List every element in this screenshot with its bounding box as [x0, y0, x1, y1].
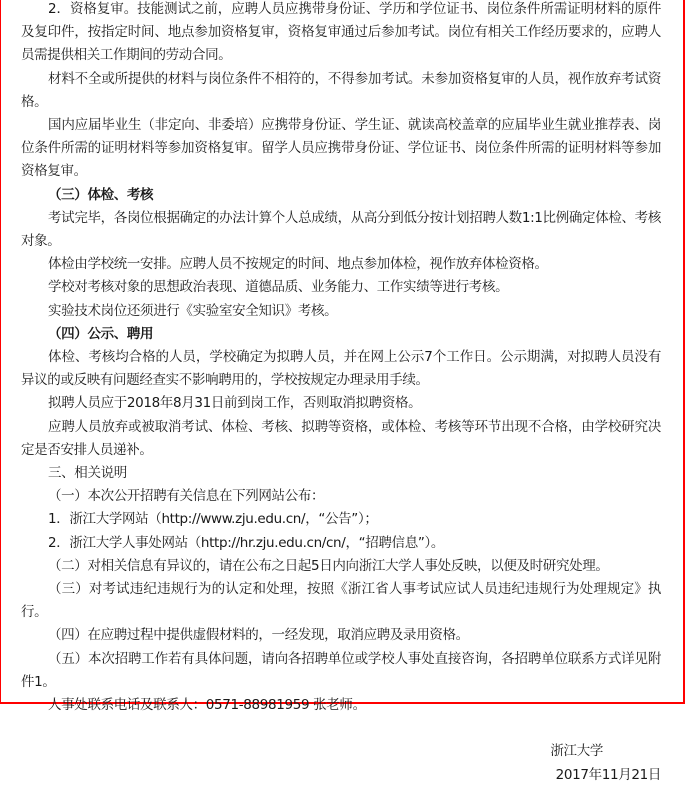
paragraph-false-materials: （四）在应聘过程中提供虚假材料的，一经发现，取消应聘及录用资格。 [48, 627, 469, 644]
paragraph-hr-website[interactable]: 2．浙江大学人事处网站（http://hr.zju.edu.cn/cn/，“招聘信息”）。 [48, 534, 445, 551]
paragraph-info-publish: （一）本次公开招聘有关信息在下列网站公布： [48, 488, 325, 505]
paragraph-lab-safety: 实验技术岗位还须进行《实验室安全知识》考核。 [48, 302, 338, 319]
section-heading-physical-exam: （三）体检、考核 [48, 186, 154, 203]
paragraph-incomplete-materials: 材料不全或所提供的材料与岗位条件不相符的，不得参加考试。未参加资格复审的人员，视作放弃考试资格。 [21, 70, 661, 110]
paragraph-assessment: 学校对考核对象的思想政治表现、道德品质、业务能力、工作实绩等进行考核。 [48, 279, 509, 296]
paragraph-exam-ranking: 考试完毕，各岗位根据确定的办法计算个人总成绩，从高分到低分按计划招聘人数1:1比例确定体检、考核对象。 [21, 209, 661, 250]
paragraph-zju-website[interactable]: 1．浙江大学网站（http://www.zju.edu.cn/，“公告”）； [48, 511, 378, 528]
paragraph-contact: 人事处联系电话及联系人：0571-88981959 张老师。 [48, 697, 366, 714]
paragraph-violations: （三）对考试违纪违规行为的认定和处理，按照《浙江省人事考试应试人员违纪违规行为处理规定》执行。 [21, 581, 661, 621]
paragraph-report-date: 拟聘人员应于2018年8月31日前到岗工作，否则取消拟聘资格。 [48, 395, 422, 412]
paragraph-qualification-review: 2．资格复审。技能测试之前，应聘人员应携带身份证、学历和学位证书、岗位条件所需证明材料的原件及复印件，按指定时间、地点参加资格复审，资格复审通过后参加考试。岗位有相关工作经历要求的，应聘人员需提供相关工作期间的劳动合同。 [21, 1, 661, 64]
document-body [21, 0, 661, 787]
section-heading-publicity-hiring: （四）公示、聘用 [48, 325, 154, 342]
paragraph-objection: （二）对相关信息有异议的，请在公布之日起5日内向浙江大学人事处反映，以便及时研究处理。 [48, 557, 609, 574]
paragraph-graduates-requirements: 国内应届毕业生（非定向、非委培）应携带身份证、学生证、就读高校盖章的应届毕业生就业推荐表、岗位条件所需的证明材料等参加资格复审。留学人员应携带身份证、学位证书、岗位条件所需的证明材料等参加资格复审。 [21, 117, 661, 180]
paragraph-publicity: 体检、考核均合格的人员，学校确定为拟聘人员，并在网上公示7个工作日。公示期满，对拟聘人员没有异议的或反映有问题经查实不影响聘用的，学校按规定办理录用手续。 [21, 349, 661, 389]
paragraph-physical-exam: 体检由学校统一安排。应聘人员不按规定的时间、地点参加体检，视作放弃体检资格。 [48, 256, 548, 273]
paragraph-substitution: 应聘人员放弃或被取消考试、体检、考核、拟聘等资格，或体检、考核等环节出现不合格，由学校研究决定是否安排人员递补。 [21, 418, 661, 458]
signature-date: 2017年11月21日 [555, 766, 661, 783]
paragraph-inquiries: （五）本次招聘工作若有具体问题，请向各招聘单位或学校人事处直接咨询，各招聘单位联系方式详见附件1。 [21, 650, 661, 690]
section-heading-notes: 三、相关说明 [48, 465, 127, 482]
signature-organization: 浙江大学 [550, 743, 603, 760]
